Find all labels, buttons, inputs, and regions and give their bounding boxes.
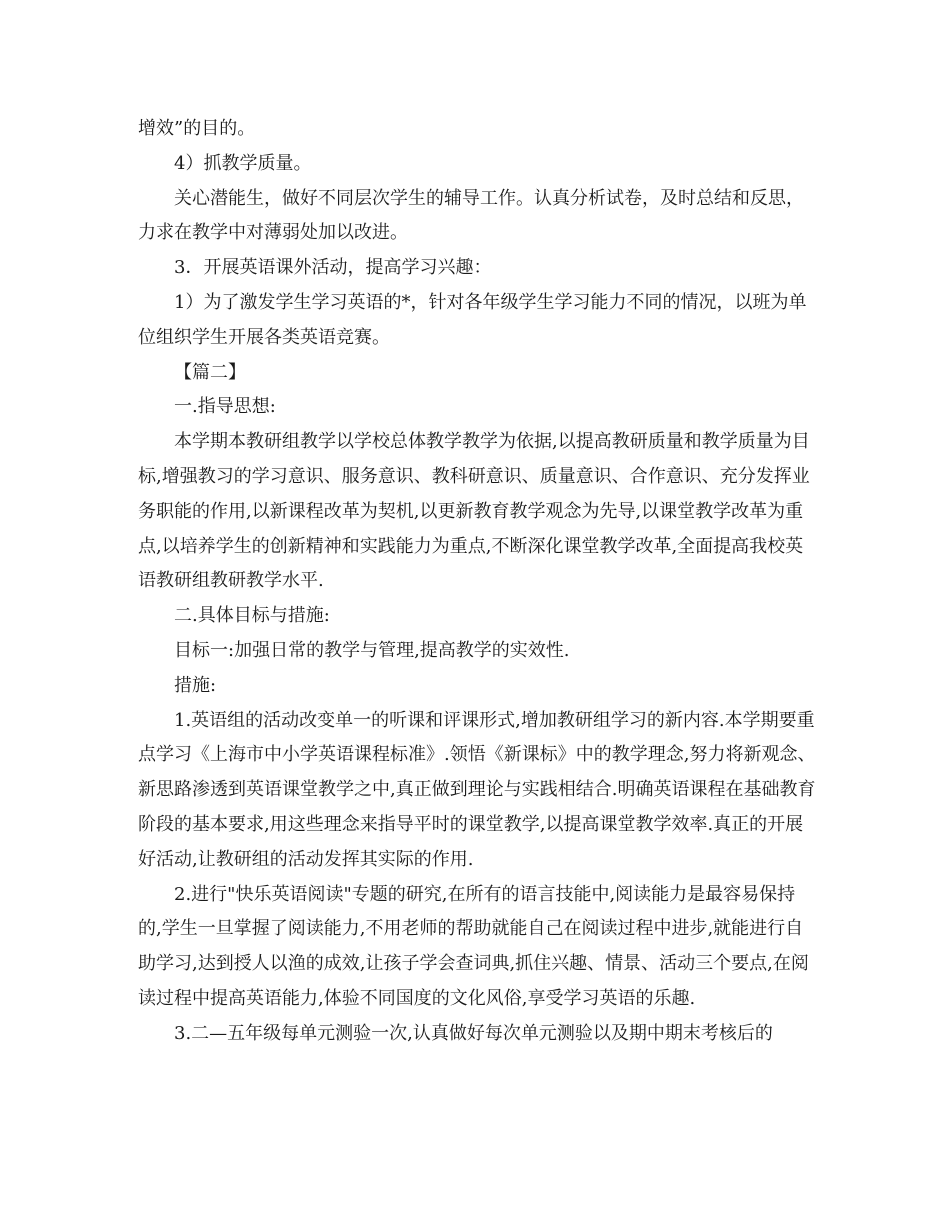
paragraph-9: 二.具体目标与措施: — [174, 605, 330, 627]
paragraph-14: 3.二—五年级每单元测验一次,认真做好每次单元测验以及期中期末考核后的 — [174, 1022, 773, 1044]
paragraph-11: 措施: — [174, 674, 217, 696]
section-heading: 【篇二】 — [174, 361, 246, 383]
paragraph-7: 一.指导思想: — [174, 396, 276, 418]
paragraph-12: 1.英语组的活动改变单一的听课和评课形式,增加教研组学习的新内容.本学期要重点学习《上海市中小学英语课程标准》.领悟《新课标》中的教学理念,努力将新观念、新思路渗透到英语课堂教学之中,真正做到理论与实践相结合.明确英语课程在基础教育阶段的基本要求,用这些理念来指导平时的课堂教学,以提高课堂教学效率.真正的开展好活动,让教研组的活动发挥其实际的作用. — [138, 709, 816, 870]
paragraph-4: 3．开展英语课外活动，提高学习兴趣： — [174, 257, 492, 279]
paragraph-3: 关心潜能生，做好不同层次学生的辅导工作。认真分析试卷，及时总结和反思，力求在教学中对薄弱处加以改进。 — [138, 187, 804, 244]
paragraph-10: 目标一:加强日常的教学与管理,提高教学的实效性. — [174, 639, 570, 661]
paragraph-8: 本学期本教研组教学以学校总体教学教学为依据,以提高教研质量和教学质量为目标,增强教习的学习意识、服务意识、教科研意识、质量意识、合作意识、充分发挥业务职能的作用,以新课程改革为契机,以更新教育教学观念为先导,以课堂教学改革为重点,以培养学生的创新精神和实践能力为重点,不断深化课堂教学改革,全面提高我校英语教研组教研教学水平. — [138, 431, 810, 592]
paragraph-2: 4）抓教学质量。 — [174, 152, 312, 174]
paragraph-13: 2.进行"快乐英语阅读"专题的研究,在所有的语言技能中,阅读能力是最容易保持的,学生一旦掌握了阅读能力,不用老师的帮助就能自己在阅读过程中进步,就能进行自助学习,达到授人以渔的成效,让孩子学会查词典,抓住兴趣、情景、活动三个要点,在阅读过程中提高英语能力,体验不同国度的文化风俗,享受学习英语的乐趣. — [138, 883, 809, 1009]
document-body — [138, 112, 818, 1052]
paragraph-1: 增效”的目的。 — [138, 118, 256, 139]
paragraph-5: 1）为了激发学生学习英语的*，针对各年级学生学习能力不同的情况，以班为单位组织学生开展各类英语竞赛。 — [138, 291, 807, 348]
